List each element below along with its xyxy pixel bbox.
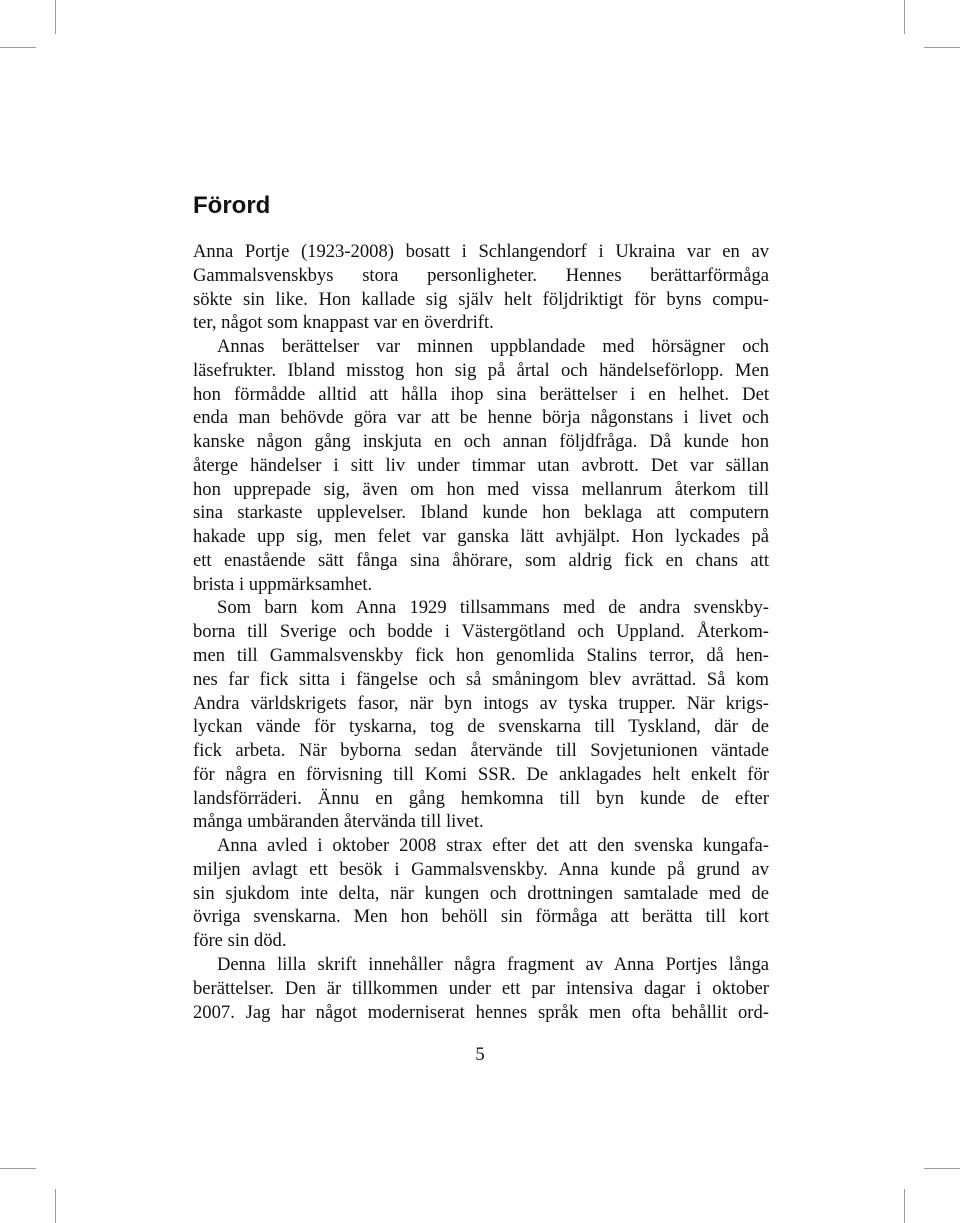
crop-mark-bottom-left-h (0, 1168, 36, 1169)
text-line: ett enastående sätt fånga sina åhörare, som aldrig fick en chans att (193, 549, 769, 571)
text-line: borna till Sverige och bodde i Västergötland och Uppland. Återkom- (193, 621, 769, 643)
text-line: Annas berättelser var minnen uppblandade med hörsägner och (217, 336, 769, 358)
crop-mark-bottom-right (904, 1189, 905, 1223)
text-line: Gammalsvenskbys stora personligheter. Hennes berättarförmåga (193, 264, 769, 286)
text-line: Denna lilla skrift innehåller några fragment av Anna Portjes långa (217, 953, 769, 975)
page-title: Förord (193, 192, 271, 219)
text-line: många umbäranden återvända till livet. (193, 811, 484, 833)
text-line: hon förmådde alltid att hålla ihop sina berättelser i en helhet. Det (193, 383, 769, 405)
page-number: 5 (475, 1044, 485, 1065)
crop-mark-top-right (904, 0, 905, 34)
text-line: ter, något som knappast var en överdrift. (193, 312, 494, 334)
crop-mark-top-left (55, 0, 56, 34)
text-line: lyckan vände för tyskarna, tog de svenskarna till Tyskland, där de (193, 716, 769, 738)
text-line: övriga svenskarna. Men hon behöll sin förmåga att berätta till kort (193, 906, 769, 928)
text-line: men till Gammalsvenskby fick hon genomlida Stalins terror, då hen- (193, 645, 769, 667)
text-line: Som barn kom Anna 1929 tillsammans med de andra svenskby- (217, 597, 769, 619)
text-line: för några en förvisning till Komi SSR. De anklagades helt enkelt för (193, 763, 769, 785)
body-text (193, 240, 769, 1024)
text-line: före sin död. (193, 930, 287, 952)
text-line: kanske någon gång inskjuta en och annan följdfråga. Då kunde hon (193, 431, 769, 453)
text-line: hon upprepade sig, även om hon med vissa mellanrum återkom till (193, 478, 769, 500)
crop-mark-bottom-left (55, 1189, 56, 1223)
text-line: Andra världskrigets fasor, när byn intogs av tyska trupper. När krigs- (193, 692, 769, 714)
text-line: sin sjukdom inte delta, när kungen och drottningen samtalade med de (193, 882, 769, 904)
text-line: hakade upp sig, men felet var ganska lätt avhjälpt. Hon lyckades på (193, 526, 769, 548)
crop-mark-top-left-h (0, 47, 36, 48)
text-line: miljen avlagt ett besök i Gammalsvenskby. Anna kunde på grund av (193, 858, 769, 880)
text-line: återge händelser i sitt liv under timmar utan avbrott. Det var sällan (193, 454, 769, 476)
text-line: brista i uppmärksamhet. (193, 573, 373, 595)
crop-mark-top-right-h (924, 47, 960, 48)
text-line: sökte sin like. Hon kallade sig själv helt följdriktigt för byns compu- (193, 288, 769, 310)
text-line: landsförräderi. Ännu en gång hemkomna till byn kunde de efter (193, 787, 769, 809)
text-line: Anna Portje (1923-2008) bosatt i Schlangendorf i Ukraina var en av (193, 241, 769, 262)
crop-mark-bottom-right-h (924, 1168, 960, 1169)
text-line: 2007. Jag har något moderniserat hennes språk men ofta behållit ord- (193, 1001, 769, 1023)
text-line: fick arbeta. När byborna sedan återvände till Sovjetunionen väntade (193, 740, 769, 762)
text-line: läsefrukter. Ibland misstog hon sig på årtal och händelseförlopp. Men (193, 359, 769, 381)
text-line: berättelser. Den är tillkommen under ett par intensiva dagar i oktober (193, 977, 769, 999)
text-line: nes far fick sitta i fängelse och så småningom blev avrättad. Så kom (193, 668, 769, 690)
text-line: Anna avled i oktober 2008 strax efter det att den svenska kungafa- (217, 835, 769, 857)
text-line: enda man behövde göra var att be henne börja någonstans i livet och (193, 407, 769, 429)
text-line: sina starkaste upplevelser. Ibland kunde hon beklaga att computern (193, 502, 769, 524)
